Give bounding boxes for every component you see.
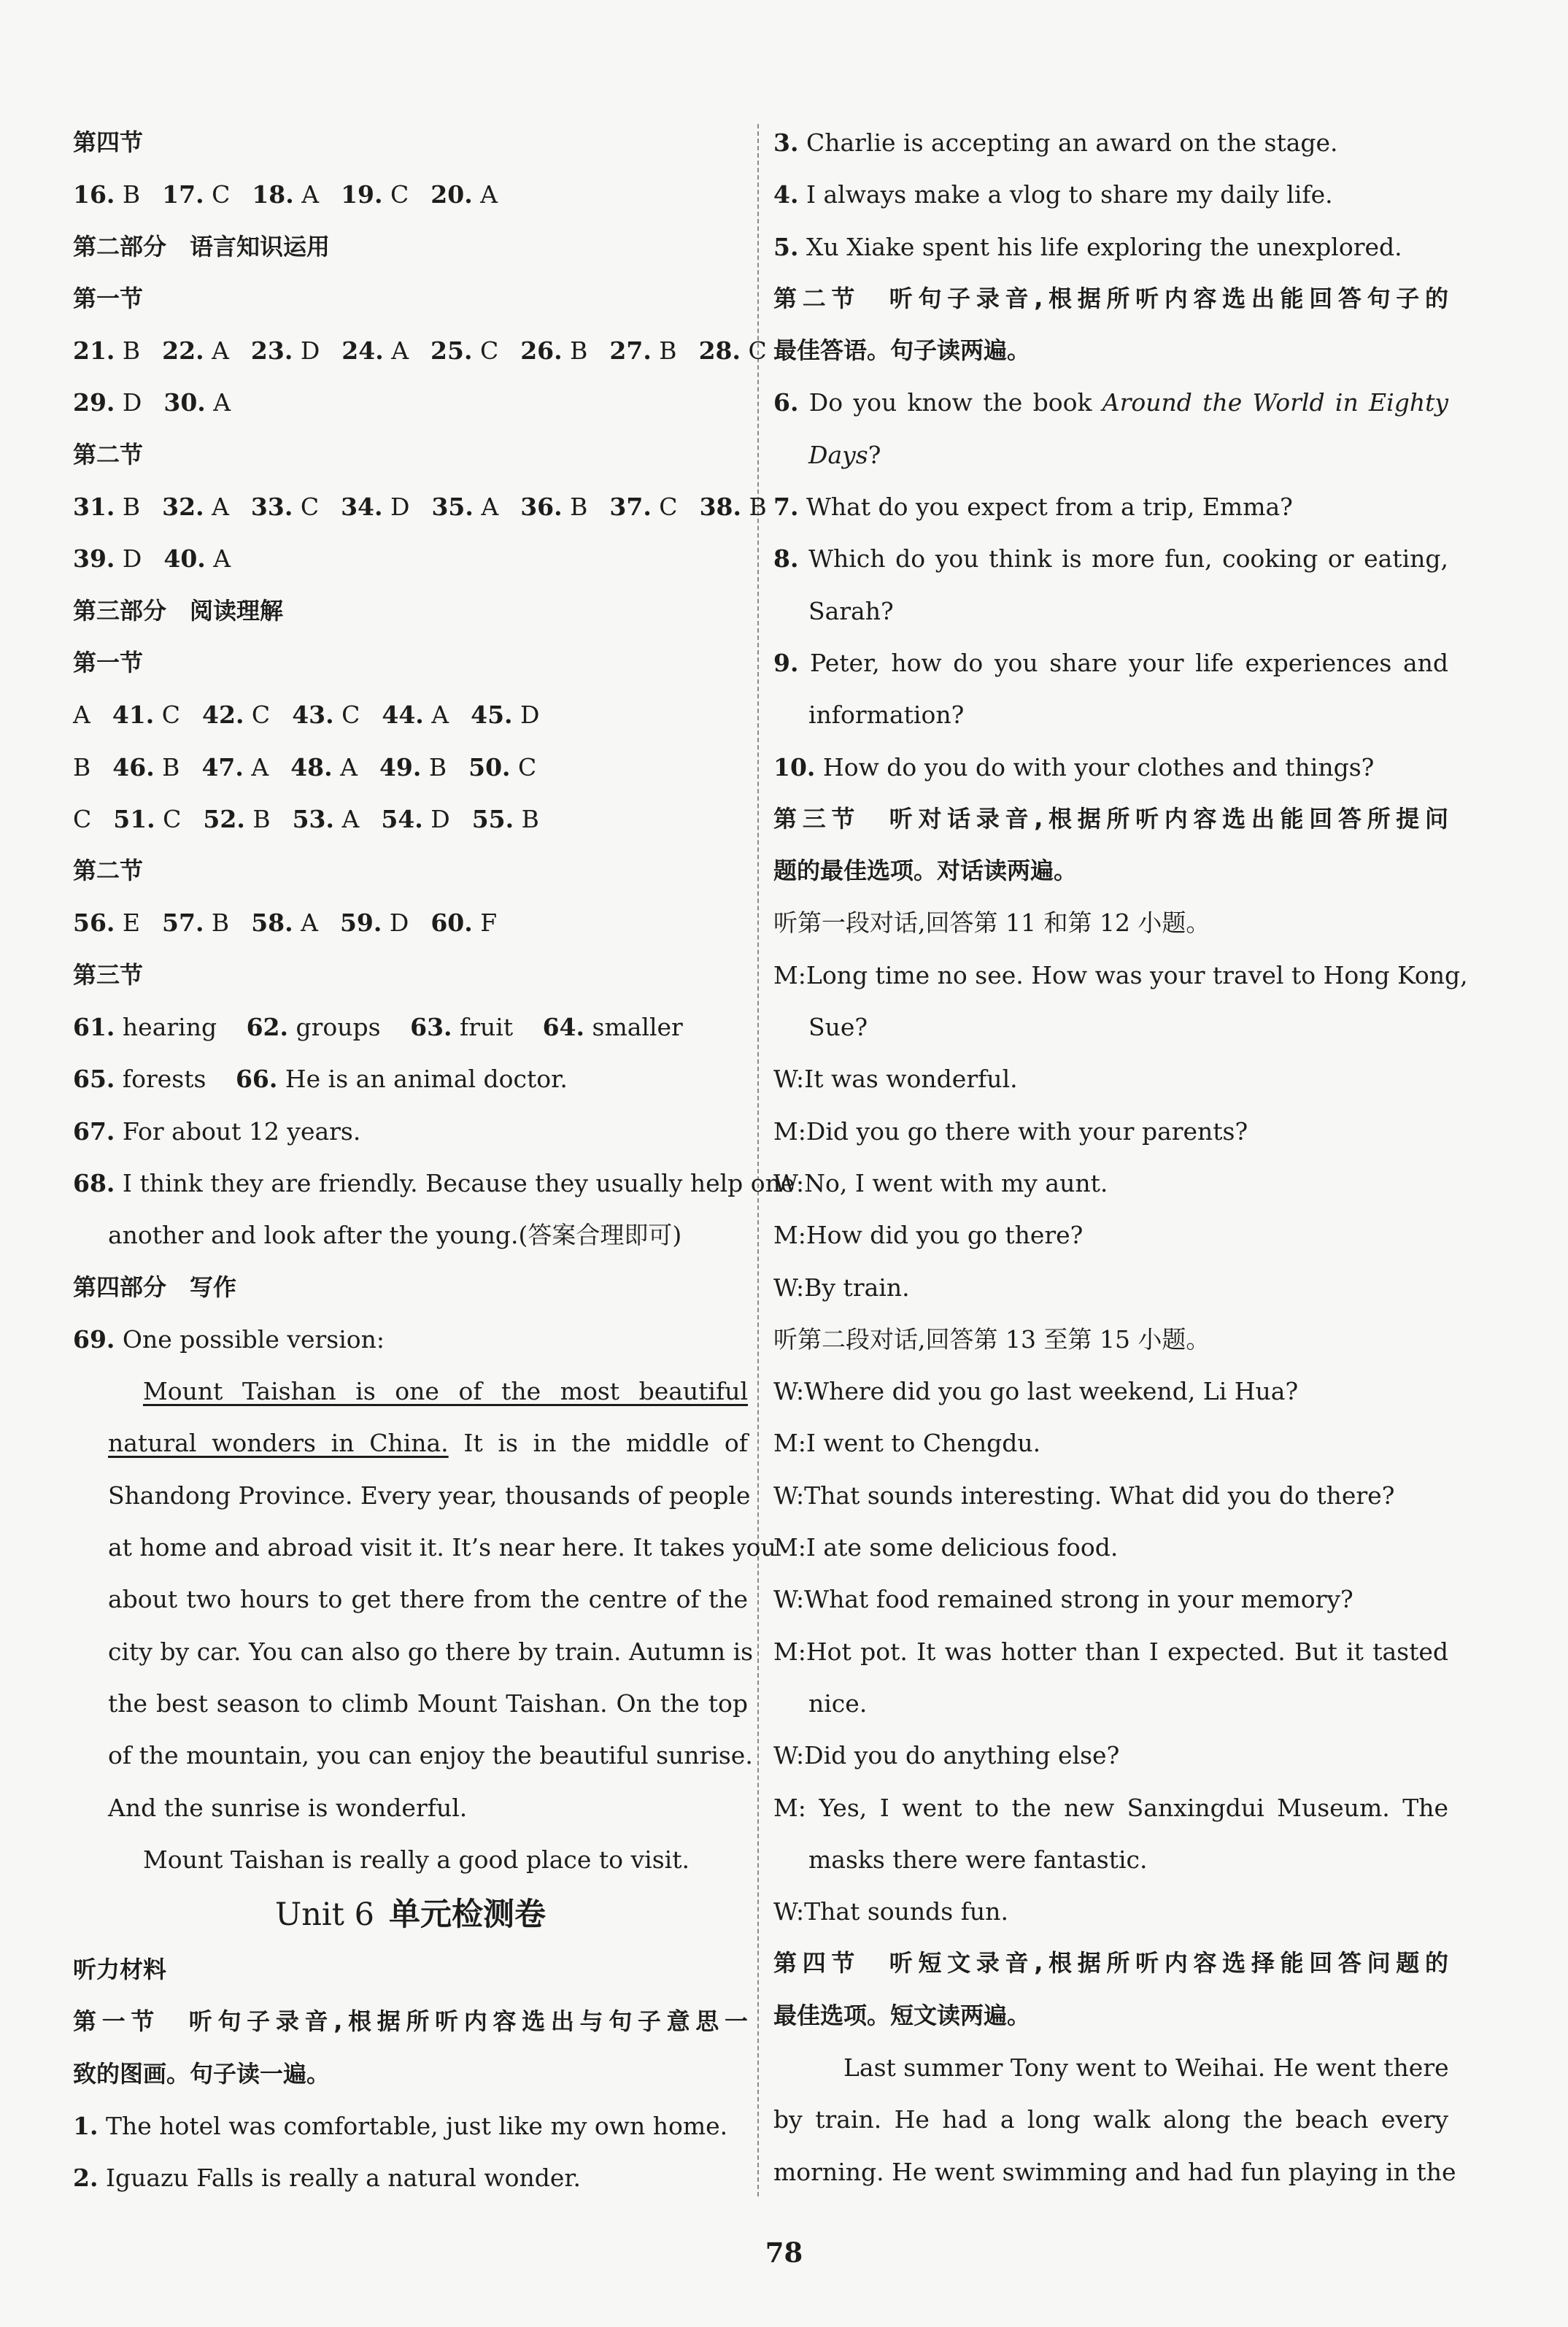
answer-item: [162, 325, 229, 377]
dialogue-intro: 听第二段对话,回答第 13 至第 15 小题。: [773, 1324, 1210, 1354]
answer-item: [201, 741, 269, 793]
answer-letter: A: [334, 804, 360, 833]
answer-letter: C: [472, 336, 499, 366]
answer-letter: C: [740, 336, 767, 366]
answer-item: [520, 481, 587, 533]
dialogue-intro: 听第一段对话,回答第 11 和第 12 小题。: [773, 908, 1210, 938]
answer-letter: A: [423, 701, 449, 730]
answer-letter: A: [205, 388, 231, 417]
dialogue-line: W:That sounds fun.: [773, 1897, 1008, 1926]
answer-letter: C: [333, 701, 360, 730]
dialogue-line: W:By train.: [773, 1273, 910, 1302]
right-column: [773, 117, 1468, 2198]
listening-item: 9. Peter, how do you share your life experiences and: [773, 648, 1448, 677]
answer-letter: D: [382, 493, 410, 522]
answer-letter: D: [293, 336, 320, 366]
answer-letter: A: [205, 544, 231, 574]
answer-item: [163, 533, 231, 584]
essay-line: at home and abroad visit it. It’s near here. It takes you: [108, 1533, 776, 1562]
section-heading: 第四节: [73, 128, 144, 156]
section-heading: 第四节 听短文录音,根据所听内容选择能回答问题的: [773, 1949, 1448, 1977]
question-number: 35.: [431, 493, 474, 522]
answer-item: [162, 481, 229, 533]
question-number: 24.: [341, 336, 384, 366]
answer-letter: C: [651, 493, 678, 522]
section-heading: 第二节 听句子录音,根据所听内容选出能回答句子的: [773, 284, 1448, 312]
answer-letter: A: [472, 180, 498, 209]
answer-item: [431, 481, 498, 533]
answer-item: [73, 325, 140, 377]
question-number: 29.: [73, 388, 115, 417]
dialogue-line: masks there were fantastic.: [808, 1845, 1148, 1874]
question-number: 50.: [468, 752, 511, 782]
part-heading: 第三部分 阅读理解: [73, 596, 284, 625]
question-number: 28.: [698, 336, 741, 366]
dialogue-line: M:I went to Chengdu.: [773, 1429, 1041, 1458]
section-heading: 致的图画。句子读一遍。: [73, 2059, 331, 2088]
answer-item: [73, 377, 142, 428]
answer-item: [112, 741, 179, 793]
question-number: 38.: [699, 493, 741, 522]
answer-letter: A: [293, 180, 320, 209]
section-heading: 第一节 听句子录音,根据所听内容选出与句子意思一: [73, 2007, 748, 2036]
essay-line: And the sunrise is wonderful.: [108, 1793, 468, 1822]
answer-letter: C: [382, 180, 409, 209]
answer-item: [113, 793, 181, 845]
question-number: 33.: [250, 493, 293, 522]
question-number: 22.: [162, 336, 204, 366]
dialogue-line: W:That sounds interesting. What did you do there?: [773, 1481, 1395, 1510]
answer-item: [73, 481, 140, 533]
essay-line: about two hours to get there from the centre of the: [108, 1585, 748, 1614]
question-number: 48.: [290, 752, 333, 782]
question-number: 43.: [292, 701, 334, 730]
question-number: 41.: [112, 701, 155, 730]
answer-item: [162, 169, 230, 220]
listening-item: 2. Iguazu Falls is really a natural wonder.: [73, 2164, 581, 2193]
dialogue-line: W:No, I went with my aunt.: [773, 1168, 1108, 1197]
answer-item: [609, 481, 677, 533]
answer-item: [520, 325, 587, 377]
answer-item: [73, 897, 140, 949]
dialogue-line: M:Hot pot. It was hotter than I expected. But it tasted: [773, 1637, 1448, 1666]
answer-letter: C: [244, 701, 271, 730]
section-heading: 最佳选项。短文读两遍。: [773, 2001, 1031, 2029]
essay-line: Shandong Province. Every year, thousands of people: [108, 1481, 751, 1510]
answer-row: [73, 689, 748, 741]
dialogue-line: M:Long time no see. How was your travel to Hong Kong,: [773, 960, 1468, 989]
essay-line: of the mountain, you can enjoy the beautiful sunrise.: [108, 1741, 753, 1770]
answer-row: [73, 533, 748, 584]
part-heading: 第二部分 语言知识运用: [73, 232, 331, 261]
question-number: 56.: [73, 908, 115, 938]
dialogue-line: W:Where did you go last weekend, Li Hua?: [773, 1377, 1299, 1406]
passage-line: by train. He had a long walk along the beach every: [773, 2105, 1448, 2134]
answer-item: [73, 169, 140, 220]
answer-item: [341, 169, 409, 220]
question-number: 57.: [162, 908, 204, 938]
section-heading: 题的最佳选项。对话读两遍。: [773, 857, 1078, 885]
listening-item: 8. Which do you think is more fun, cooking or eating,: [773, 544, 1448, 574]
listening-item: 5. Xu Xiake spent his life exploring the unexplored.: [773, 232, 1402, 261]
section-heading: 第二节: [73, 440, 144, 468]
answer-line: 69. One possible version:: [73, 1324, 385, 1354]
passage-label: B: [73, 752, 91, 782]
answer-letter: A: [293, 908, 318, 938]
left-column: [73, 117, 795, 2204]
question-number: 23.: [250, 336, 293, 366]
answer-item: [203, 793, 270, 845]
question-number: 37.: [609, 493, 652, 522]
question-number: 55.: [471, 804, 514, 833]
question-number: 21.: [73, 336, 115, 366]
answer-row: [73, 793, 748, 845]
question-number: 34.: [341, 493, 383, 522]
dialogue-line: M: Yes, I went to the new Sanxingdui Museum. The: [773, 1793, 1448, 1822]
question-number: 16.: [73, 180, 115, 209]
question-number: 17.: [162, 180, 204, 209]
dialogue-line: W:It was wonderful.: [773, 1065, 1018, 1094]
answer-letter: C: [510, 752, 537, 782]
dialogue-line: W:Did you do anything else?: [773, 1741, 1120, 1770]
question-number: 47.: [201, 752, 244, 782]
passage-line: morning. He went swimming and had fun playing in the: [773, 2157, 1456, 2186]
answer-letter: C: [204, 180, 231, 209]
answer-letter: B: [115, 336, 141, 366]
answer-item: [293, 793, 360, 845]
passage-label: A: [73, 701, 90, 730]
question-number: 44.: [382, 701, 424, 730]
answer-item: [471, 689, 539, 741]
answer-letter: B: [562, 493, 588, 522]
question-number: 18.: [252, 180, 294, 209]
answer-item: [112, 689, 180, 741]
column-divider: [757, 124, 759, 2196]
answer-row: 67. For about 12 years.: [73, 1116, 361, 1146]
answer-letter: B: [421, 752, 447, 782]
answer-item: [251, 481, 319, 533]
answer-row: [73, 377, 748, 428]
question-number: 49.: [379, 752, 422, 782]
section-heading: 最佳答语。句子读两遍。: [773, 336, 1031, 365]
question-number: 52.: [203, 804, 245, 833]
answer-letter: A: [383, 336, 409, 366]
answer-item: [202, 689, 270, 741]
unit-title: Unit 6 单元检测卷: [275, 1896, 546, 1934]
question-number: 51.: [113, 804, 155, 833]
answer-item: [379, 741, 447, 793]
answer-item: [382, 689, 449, 741]
dialogue-line: W:What food remained strong in your memory?: [773, 1585, 1353, 1614]
question-number: 32.: [162, 493, 204, 522]
answer-letter: A: [473, 493, 499, 522]
question-number: 40.: [163, 544, 206, 574]
answer-item: [290, 741, 358, 793]
answer-letter: B: [651, 336, 677, 366]
question-number: 59.: [339, 908, 382, 938]
answer-letter: B: [562, 336, 588, 366]
dialogue-line: M:How did you go there?: [773, 1221, 1084, 1250]
answer-row: [73, 741, 748, 793]
listening-item: 4. I always make a vlog to share my daily life.: [773, 180, 1333, 209]
question-number: 39.: [73, 544, 115, 574]
section-heading: 第三节: [73, 960, 144, 989]
answer-item: [468, 741, 536, 793]
passage-line: Last summer Tony went to Weihai. He went there: [843, 2053, 1449, 2082]
answer-row: [73, 325, 767, 377]
answer-row: [73, 169, 748, 220]
section-heading: 听力材料: [73, 1956, 167, 1984]
dialogue-line: nice.: [808, 1689, 868, 1718]
dialogue-line: M:I ate some delicious food.: [773, 1533, 1119, 1562]
section-heading: 第一节: [73, 284, 144, 312]
answer-letter: F: [472, 908, 498, 938]
answer-letter: D: [382, 908, 409, 938]
question-number: 42.: [202, 701, 244, 730]
section-heading: 第一节: [73, 648, 144, 676]
essay-line: the best season to climb Mount Taishan. On the top: [108, 1689, 748, 1718]
question-number: 26.: [520, 336, 563, 366]
answer-item: [430, 169, 498, 220]
answer-letter: C: [293, 493, 320, 522]
answer-item: [430, 325, 498, 377]
listening-item: Sarah?: [808, 596, 894, 625]
answer-item: [252, 169, 319, 220]
passage-label: C: [73, 804, 92, 833]
essay-line: natural wonders in China. It is in the middle of: [108, 1429, 748, 1458]
part-heading: 第四部分 写作: [73, 1273, 237, 1301]
question-number: 25.: [430, 336, 473, 366]
answer-letter: D: [512, 701, 540, 730]
question-number: 46.: [112, 752, 155, 782]
answer-letter: A: [204, 336, 229, 366]
answer-item: [609, 325, 676, 377]
answer-item: [699, 325, 767, 377]
essay-line: city by car. You can also go there by train. Autumn is: [108, 1637, 754, 1666]
question-number: 36.: [520, 493, 563, 522]
answer-line: 68. I think they are friendly. Because they usually help one: [73, 1168, 795, 1197]
question-number: 19.: [341, 180, 383, 209]
answer-line: another and look after the young.(答案合理即可): [108, 1221, 682, 1250]
question-number: 54.: [381, 804, 423, 833]
answer-letter: C: [154, 701, 181, 730]
answer-letter: C: [155, 804, 182, 833]
listening-item: Days?: [808, 440, 881, 469]
listening-item: 10. How do you do with your clothes and things?: [773, 752, 1375, 782]
question-number: 20.: [430, 180, 473, 209]
section-heading: 第三节 听对话录音,根据所听内容选出能回答所提问: [773, 804, 1448, 833]
answer-letter: D: [115, 544, 142, 574]
answer-item: [341, 325, 409, 377]
answer-item: [430, 897, 497, 949]
answer-item: [292, 689, 360, 741]
answer-item: [700, 481, 767, 533]
answer-letter: E: [115, 908, 141, 938]
question-number: 58.: [251, 908, 293, 938]
question-number: 45.: [471, 701, 513, 730]
dialogue-line: Sue?: [808, 1013, 868, 1042]
answer-row: 65. forests 66. He is an animal doctor.: [73, 1065, 568, 1094]
answer-letter: A: [204, 493, 229, 522]
question-number: 30.: [163, 388, 206, 417]
answer-letter: B: [204, 908, 230, 938]
answer-letter: A: [243, 752, 269, 782]
answer-letter: B: [741, 493, 767, 522]
answer-letter: B: [514, 804, 539, 833]
listening-item: 7. What do you expect from a trip, Emma?: [773, 493, 1293, 522]
dialogue-line: M:Did you go there with your parents?: [773, 1116, 1248, 1146]
page-number: 78: [765, 2237, 803, 2269]
answer-letter: D: [115, 388, 142, 417]
question-number: 27.: [609, 336, 652, 366]
answer-row: 61. hearing 62. groups 63. fruit 64. smaller: [73, 1013, 683, 1042]
listening-item: 3. Charlie is accepting an award on the stage.: [773, 128, 1338, 157]
listening-item: information?: [808, 701, 965, 730]
answer-item: [381, 793, 449, 845]
answer-letter: B: [115, 493, 141, 522]
question-number: 31.: [73, 493, 115, 522]
answer-item: [251, 897, 318, 949]
question-number: 60.: [430, 908, 473, 938]
answer-item: [251, 325, 320, 377]
essay-line: Mount Taishan is really a good place to visit.: [143, 1845, 690, 1874]
listening-item: 1. The hotel was comfortable, just like my own home.: [73, 2111, 728, 2140]
answer-item: [73, 533, 142, 584]
answer-item: [340, 897, 409, 949]
answer-item: [162, 897, 229, 949]
section-heading: 第二节: [73, 857, 144, 885]
answer-letter: A: [332, 752, 358, 782]
listening-item: 6. Do you know the book Around the World in Eighty: [773, 388, 1448, 417]
answer-letter: D: [422, 804, 450, 833]
question-number: 53.: [292, 804, 335, 833]
answer-row: [73, 481, 767, 533]
answer-letter: B: [115, 180, 141, 209]
answer-letter: B: [154, 752, 180, 782]
answer-row: [73, 897, 748, 949]
answer-item: [472, 793, 539, 845]
answer-item: [163, 377, 231, 428]
answer-letter: B: [244, 804, 271, 833]
answer-item: [341, 481, 409, 533]
essay-line: Mount Taishan is one of the most beautiful: [143, 1377, 748, 1406]
